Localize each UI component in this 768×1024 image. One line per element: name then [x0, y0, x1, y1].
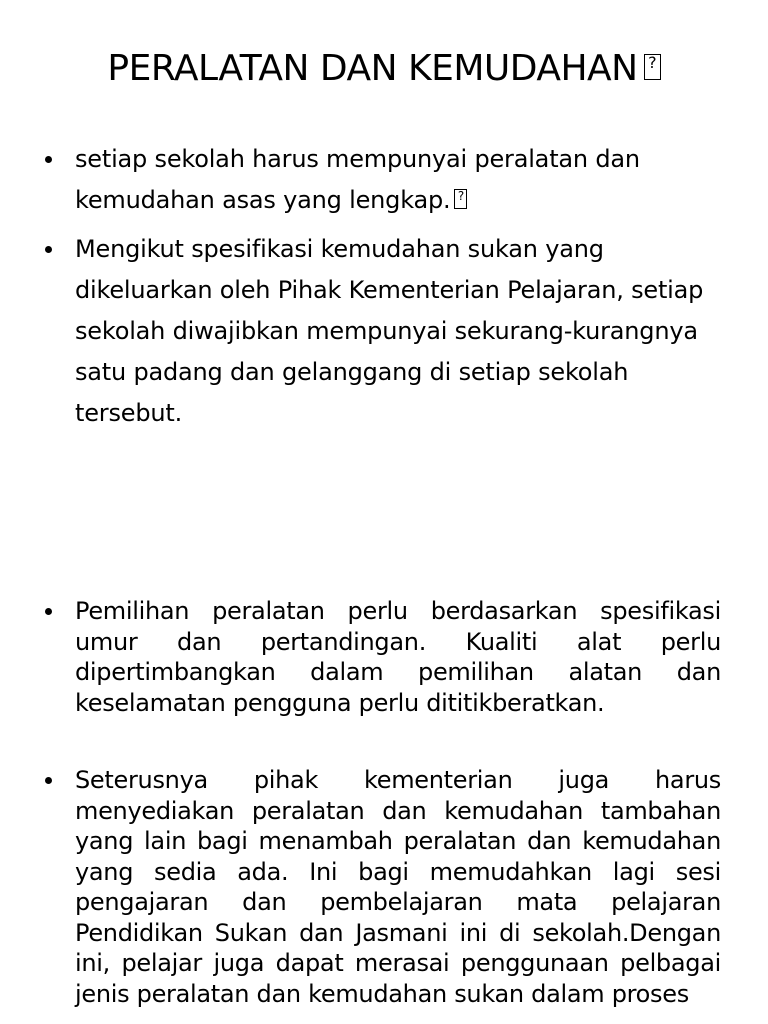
bullet-icon — [45, 777, 52, 784]
bullet-icon — [45, 608, 52, 615]
missing-glyph-icon: ? — [644, 54, 661, 80]
bullet-icon — [45, 156, 52, 163]
list-item-text: Mengikut spesifikasi kemudahan sukan yang dikeluarkan oleh Pihak Kementerian Pelajaran, setiap sekolah diwajibkan mempunyai sekurang-kurangnya satu padang dan gelanggang di setiap sekolah tersebut. — [75, 235, 704, 427]
missing-glyph-icon: ? — [454, 189, 467, 209]
list-item-text — [75, 139, 735, 221]
page-title-text: PERALATAN DAN KEMUDAHAN — [107, 48, 638, 89]
list-item-body: setiap sekolah harus mempunyai peralatan dan kemudahan asas yang lengkap. — [75, 145, 640, 214]
list-item-text: Pemilihan peralatan perlu berdasarkan spesifikasi umur dan pertandingan. Kualiti alat perlu dipertimbangkan dalam pemilihan alatan dan keselamatan pengguna perlu dititikberatkan. — [75, 597, 721, 717]
page-title — [0, 48, 768, 89]
list-item-text: Seterusnya pihak kementerian juga harus menyediakan peralatan dan kemudahan tambahan yang lain bagi menambah peralatan dan kemudahan yang sedia ada. Ini bagi memudahkan lagi sesi pengajaran dan pembelajaran mata pelajaran Pendidikan Sukan dan Jasmani ini di sekolah.Dengan ini, pelajar juga dapat merasai penggunaan pelbagai jenis peralatan dan kemudahan sukan dalam proses — [75, 766, 721, 1008]
bullet-icon — [45, 246, 52, 253]
